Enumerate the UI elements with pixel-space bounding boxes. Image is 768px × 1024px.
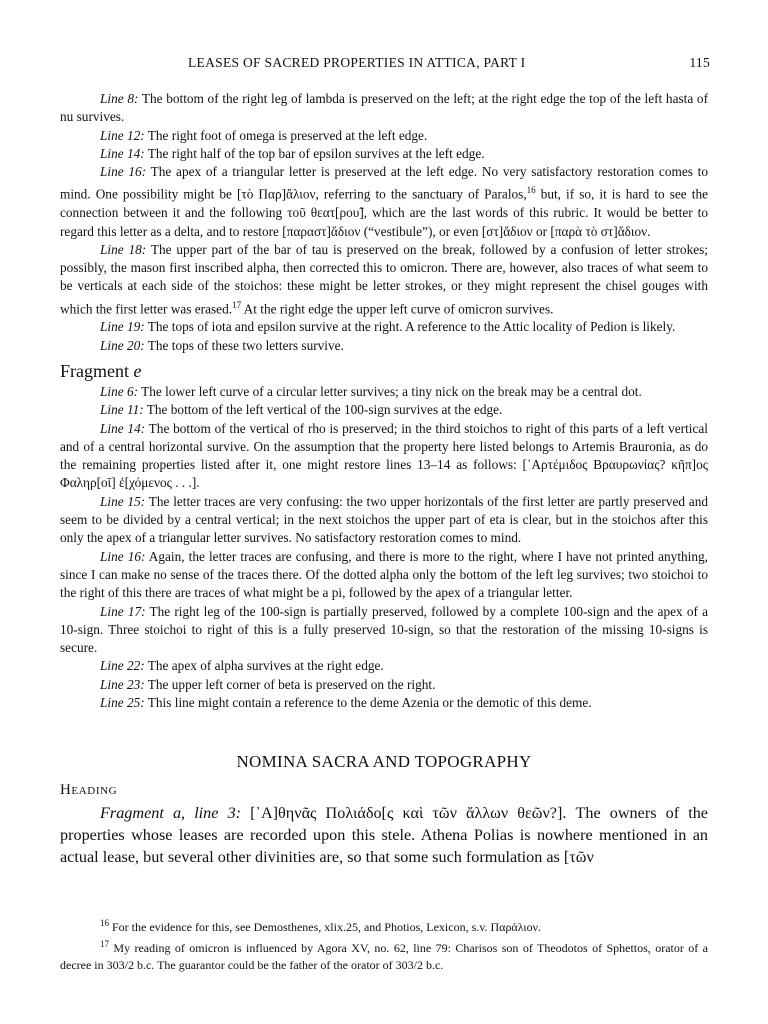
main-text: [60, 90, 708, 869]
running-title: LEASES OF SACRED PROPERTIES IN ATTICA, PART I: [188, 55, 526, 70]
frag-e-note-line-23: Line 23: The upper left corner of beta is preserved on the right.: [100, 676, 436, 692]
note-line-20: Line 20: The tops of these two letters survive.: [100, 337, 344, 353]
note-line-12: Line 12: The right foot of omega is preserved at the left edge.: [100, 127, 428, 143]
note-line-18: Line 18: The upper part of the bar of tau is preserved on the break, followed by a confusion of letter strokes; possibly, the mason first inscribed alpha, then corrected this to omicron. There are, however, also traces of what seem to be verticals at each side of the stoichos: these might be letter strokes, or they might represent the chisel gouges with which the first letter was erased.$^{17}$ At the right edge the upper left curve of omicron survives.: [60, 241, 708, 317]
page-number: 115: [689, 55, 710, 70]
frag-e-note-line-14: Line 14: The bottom of the vertical of rho is preserved; in the third stoichos to right of this parts of a left vertical and of a central horizontal survive. On the assumption that the property here listed belongs to Artemis Brauronia, as do the remaining properties listed after it, one might restore lines 13–14 as follows: [᾿Αρτέμιδος Βραυρωνίας? κῆπ]ος Φαληρ[οῖ] ἐ[χόμενος . . .].: [60, 420, 708, 491]
frag-e-note-line-11: Line 11: The bottom of the left vertical of the 100-sign survives at the edge.: [100, 402, 503, 418]
footnote-ref-16[interactable]: 16: [526, 185, 536, 196]
section-title: NOMINA SACRA AND TOPOGRAPHY: [236, 752, 532, 772]
frag-e-note-line-15: Line 15: The letter traces are very confusing: the two upper horizontals of the first letter are partly preserved and seem to be divided by a central vertical; in the next stoichos the upper part of eta is clear, but in the stoichos after this only the apex of a triangular letter survives. No satisfactory restoration comes to mind.: [60, 493, 708, 546]
frag-e-note-line-17: Line 17: The right leg of the 100-sign is partially preserved, followed by a complete 100-sign and the apex of a 10-sign. Three stoichoi to right of this is a fully preserved 10-sign, so that the restoration of the missing 10-signs is secure.: [60, 603, 708, 656]
frag-e-note-line-6: Line 6: The lower left curve of a circular letter survives; a tiny nick on the break may be a central dot.: [100, 384, 642, 399]
footnote-ref-17[interactable]: 17: [232, 299, 242, 310]
subsection-heading: Heading: [60, 782, 118, 799]
fragment-e-heading: Fragment e: [60, 361, 142, 381]
heading-paragraph: Fragment a, line 3: [᾿Α]θηνᾶς Πολιάδο[ς καὶ τῶν ἄλλων θεῶν?]. The owners of the properties whose leases are recorded upon this stele. Athena Polias is nowhere mentioned in an actual lease, but several other divinities are, so that some such formulation as [τῶν: [60, 804, 708, 866]
footnote-17: $^{17}$ My reading of omicron is influenced by Agora XV, no. 62, line 79: Charisos son of Theodotos of Sphettos, orator of a decree in 303/2 b.c. The guarantor could be the father of the orator of 303/2 b.c.: [60, 939, 708, 972]
note-line-14: Line 14: The right half of the top bar of epsilon survives at the left edge.: [100, 145, 485, 161]
frag-e-note-line-22: Line 22: The apex of alpha survives at the right edge.: [100, 658, 384, 674]
frag-e-note-line-16: Line 16: Again, the letter traces are confusing, and there is more to the right, where I have not printed anything, since I can make no sense of the traces there. Of the dotted alpha only the bottom of the left leg survives; two stoichoi to the right of this there are traces of what might be a pi, followed by the apex of a triangular letter.: [60, 548, 708, 601]
footnotes: [60, 915, 708, 974]
note-line-19: Line 19: The tops of iota and epsilon survive at the right. A reference to the Attic locality of Pedion is likely.: [100, 319, 676, 335]
footnote-16: $^{16}$ For the evidence for this, see Demosthenes, xlix.25, and Photios, Lexicon, s.v. Παράλιον.: [100, 918, 542, 934]
frag-e-note-line-25: Line 25: This line might contain a reference to the deme Azenia or the demotic of this deme.: [100, 695, 592, 711]
note-line-16: Line 16: The apex of a triangular letter is preserved at the left edge. No very satisfactory restoration comes to mind. One possibility might be [τὸ Παρ]ἄλιον, referring to the sanctuary of Paralos,$^{16}$ but, if so, it is hard to see the connection between it and the following τοῦ θεατ[ρου̃], which are the last words of this rubric. It would be better to regard this letter as a delta, and to restore [παραστ]ἄδιον (“vestibule”), or even [στ]ἄδιον or [παρὰ τὸ στ]ἄδιον.: [60, 164, 708, 239]
note-line-8: Line 8: The bottom of the right leg of lambda is preserved on the left; at the right edge the top of the left hasta of nu survives.: [60, 91, 709, 125]
